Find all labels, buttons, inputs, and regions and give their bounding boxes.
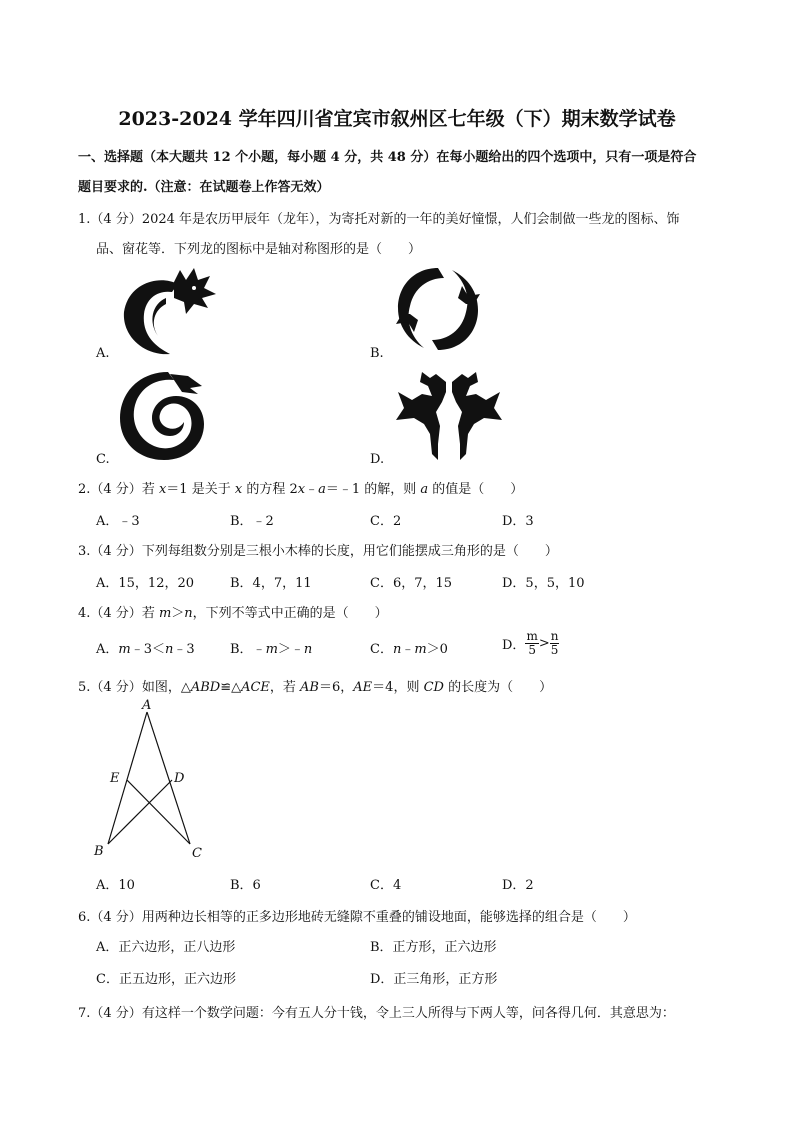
q5-option-b: B．6	[230, 878, 261, 893]
question-2	[78, 478, 523, 497]
question-3	[78, 540, 558, 559]
q6-option-b: B．正方形，正六边形	[370, 940, 497, 955]
section-header-line1: 一、选择题（本大题共 12 个小题，每小题 4 分，共 48 分）在每小题给出的四个选项中，只有一项是符合	[78, 150, 697, 165]
q2-option-c: C．2	[370, 514, 402, 529]
q5-tri-abd: ABD	[190, 680, 221, 695]
q4-option-b	[230, 638, 312, 657]
q2-var-x3: x	[297, 482, 306, 497]
page-title: 2023-2024 学年四川省宜宾市叙州区七年级（下）期末数学试卷	[118, 108, 676, 130]
option-a-label: A.	[96, 346, 110, 361]
option-d-label: D.	[370, 452, 385, 467]
q3-option-c: C．6，7，15	[370, 576, 453, 591]
q5-text-1: 如图，△	[141, 680, 191, 695]
point-label-b: B	[94, 844, 104, 859]
point-label-c: C	[192, 846, 202, 861]
question-6	[78, 906, 636, 925]
q6-option-c: C．正五边形，正六边形	[96, 972, 236, 987]
q2-var-a1: a	[318, 482, 326, 497]
q2-option-d: D．3	[502, 514, 534, 529]
fraction-n-over-5	[550, 630, 560, 657]
var-m: m	[118, 642, 131, 657]
q5-text-4: ＝4，则	[372, 680, 424, 695]
op: ﹣	[401, 642, 415, 657]
fraction-m-over-5	[525, 630, 538, 657]
question-text: 2024 年是农历甲辰年（龙年），为寄托对新的一年的美好憧憬，人们会制做一些龙的图标、饰	[141, 212, 680, 227]
var-n: n	[392, 642, 402, 657]
point-label-a: A	[142, 698, 152, 713]
q5-seg-cd: CD	[423, 680, 444, 695]
q5-text-2: ，若	[269, 680, 301, 695]
numerator: n	[550, 629, 559, 643]
q3-option-a: A．15，12，20	[96, 576, 195, 591]
op: ＞﹣	[277, 642, 304, 657]
q4-option-a	[96, 638, 195, 657]
q4-text-1: 若	[141, 606, 159, 621]
option-label: D．	[502, 638, 526, 653]
point-label-e: E	[110, 771, 120, 786]
question-number: 7.（4 分）	[78, 1006, 142, 1021]
q4-option-d	[502, 630, 559, 657]
q2-var-x: x	[158, 482, 167, 497]
q5-text-3: ＝6，	[319, 680, 354, 695]
question-1-line2: 品、窗花等．下列龙的图标中是轴对称图形的是（ ）	[96, 242, 422, 257]
q2-text-4: ﹣	[305, 482, 319, 497]
q6-option-d: D．正三角形，正方形	[370, 972, 498, 987]
question-1	[78, 208, 680, 227]
question-number: 4.（4 分）	[78, 606, 142, 621]
q2-text-6: 的值是（ ）	[428, 482, 524, 497]
option-c-label: C.	[96, 452, 110, 467]
q5-seg-ab: AB	[300, 680, 319, 695]
option-c-dragon-image	[118, 366, 206, 462]
question-4	[78, 602, 388, 621]
var-m: m	[414, 642, 427, 657]
triangle-figure	[90, 700, 220, 870]
question-5	[78, 676, 552, 695]
q4-gt: ＞	[171, 606, 185, 621]
q5-text-5: 的长度为（ ）	[443, 680, 553, 695]
q5-option-c: C．4	[370, 878, 402, 893]
q2-text-3: 的方程 2	[242, 482, 298, 497]
question-text: 下列每组数分别是三根小木棒的长度，用它们能摆成三角形的是（ ）	[141, 544, 558, 559]
q2-text-5: ＝﹣1 的解，则	[325, 482, 421, 497]
op: ﹣	[252, 642, 266, 657]
q2-option-b: B．﹣2	[230, 514, 274, 529]
var-n: n	[303, 642, 313, 657]
q2-text-1: 若	[141, 482, 159, 497]
question-number: 2.（4 分）	[78, 482, 142, 497]
question-text: 用两种边长相等的正多边形地砖无缝隙不重叠的铺设地面，能够选择的组合是（ ）	[141, 910, 636, 925]
op: ﹣3	[173, 642, 195, 657]
q2-option-a: A．﹣3	[96, 514, 140, 529]
q4-var-m: m	[158, 606, 172, 621]
op: ＞0	[426, 642, 448, 657]
option-label: B．	[230, 642, 253, 657]
question-number: 6.（4 分）	[78, 910, 142, 925]
question-number: 3.（4 分）	[78, 544, 142, 559]
section-header-line2: 题目要求的.（注意：在试题卷上作答无效）	[78, 180, 330, 195]
option-d-dragon-image	[392, 368, 506, 462]
q6-option-a: A．正六边形，正八边形	[96, 940, 236, 955]
question-7	[78, 1002, 675, 1021]
numerator: m	[526, 629, 538, 643]
option-b-dragon-image	[392, 262, 484, 356]
option-label: C．	[370, 642, 393, 657]
q5-tri-ace: ACE	[241, 680, 270, 695]
option-a-dragon-image	[118, 262, 218, 360]
option-label: A．	[96, 642, 119, 657]
var-n: n	[165, 642, 174, 657]
option-b-label: B.	[370, 346, 384, 361]
var-m: m	[265, 642, 278, 657]
op: >	[538, 636, 550, 651]
q4-text-2: ，下列不等式中正确的是（ ）	[192, 606, 388, 621]
q4-option-c	[370, 638, 448, 657]
q5-option-a: A．10	[96, 878, 135, 893]
denominator: 5	[528, 643, 536, 657]
denominator: 5	[550, 643, 559, 657]
q5-option-d: D．2	[502, 878, 534, 893]
q5-seg-ae: AE	[353, 680, 373, 695]
q4-var-n: n	[184, 606, 193, 621]
question-text: 有这样一个数学问题：今有五人分十钱，令上三人所得与下两人等，问各得几何．其意思为：	[141, 1006, 675, 1021]
q3-option-b: B．4，7，11	[230, 576, 312, 591]
q2-var-x2: x	[234, 482, 243, 497]
q5-cong: ≌△	[220, 680, 242, 695]
question-number: 1.（4 分）	[78, 212, 142, 227]
op: ﹣3＜	[130, 642, 165, 657]
question-number: 5.（4 分）	[78, 680, 142, 695]
q2-text-2: ＝1 是关于	[166, 482, 235, 497]
q2-var-a2: a	[420, 482, 429, 497]
point-label-d: D	[174, 771, 185, 786]
q3-option-d: D．5，5，10	[502, 576, 585, 591]
